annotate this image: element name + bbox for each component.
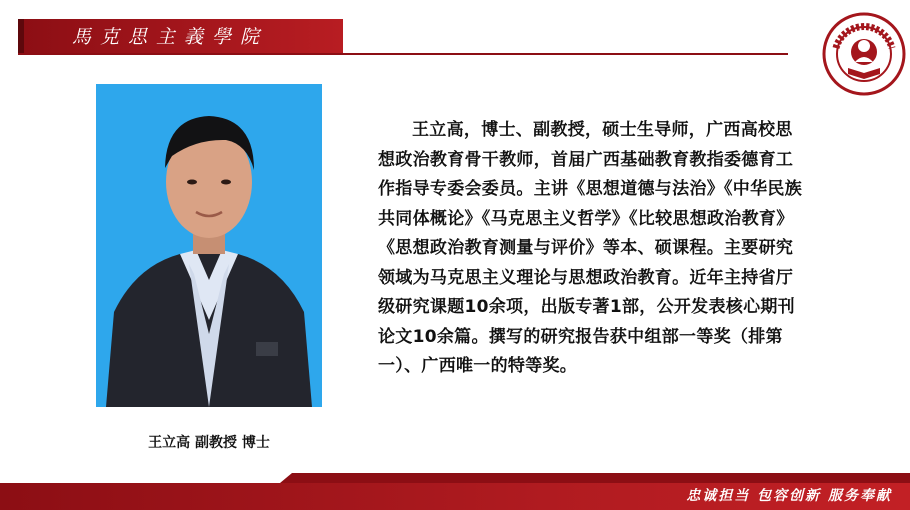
portrait-photo bbox=[96, 84, 322, 407]
school-seal-icon bbox=[822, 12, 906, 96]
profile-caption: 王立高 副教授 博士 bbox=[148, 435, 270, 451]
footer-notch bbox=[0, 473, 910, 483]
profile-bio: 王立高，博士、副教授，硕士生导师，广西高校思想政治教育骨干教师，首届广西基础教育教指委德育工作指导专委会委员。主讲《思想道德与法治》《中华民族共同体概论》《马克思主义哲学》《比较思想政治教育》《思想政治教育测量与评价》等本、硕课程。主要研究领域为马克思主义理论与思想政治教育。近年主持省厅级研究课题10余项，出版专著1部，公开发表核心期刊论文10余篇。撰写的研究报告获中组部一等奖（排第一）、广西唯一的特等奖。 bbox=[378, 120, 802, 376]
footer-slogan: 忠诚担当 包容创新 服务奉献 bbox=[686, 488, 892, 504]
header-divider bbox=[18, 53, 788, 55]
header-accent bbox=[18, 19, 24, 55]
page-title: 馬克思主義學院 bbox=[72, 26, 269, 48]
